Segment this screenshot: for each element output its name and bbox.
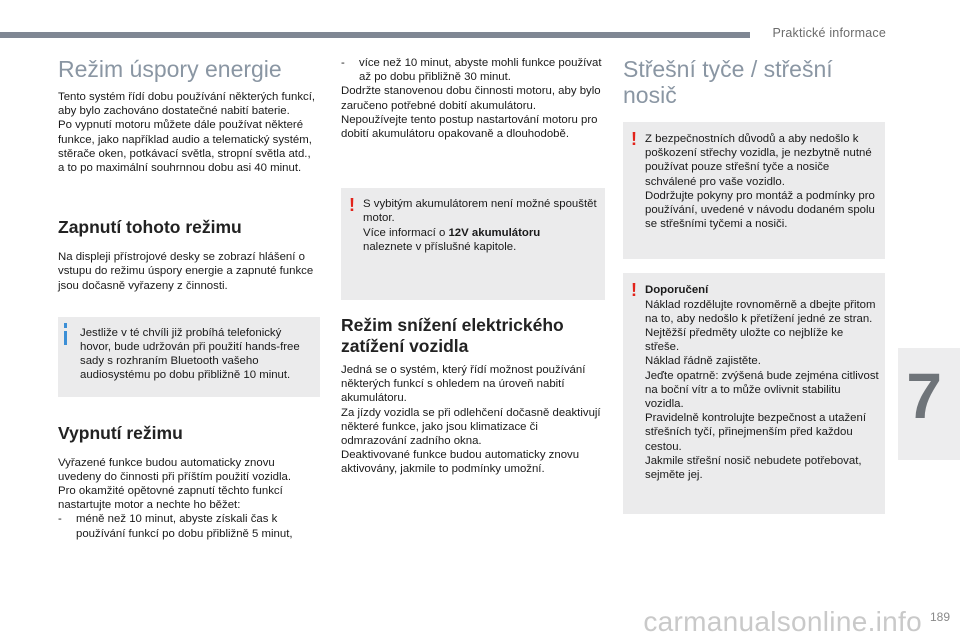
section-title: Praktické informace [772, 26, 886, 40]
roof-title: Střešní tyče / střešní nosič [623, 56, 833, 108]
warning-box-battery: ! S vybitým akumulátorem není možné spouštět motor. Více informací o 12V akumulátoru naleznete v příslušné kapitole. [341, 188, 605, 300]
heading-deactivate: Vypnutí režimu [58, 422, 183, 443]
warning-icon: ! [631, 129, 637, 149]
heading-activate: Zapnutí tohoto režimu [58, 217, 242, 238]
list-item: - více než 10 minut, abyste mohli funkce používat až po dobu přibližně 30 minut. [341, 57, 602, 84]
activate-text: Na displeji přístrojové desky se zobrazí hlášení o vstupu do režimu úspory energie a zapnuté funkce jsou dočasně vyřazeny z činnosti. [58, 251, 314, 292]
page-number: 189 [929, 610, 950, 624]
list-item: - méně než 10 minut, abyste získali čas k používání funkcí po dobu přibližně 5 minut, [58, 513, 293, 540]
warning-box-recommendation: ! Doporučení Náklad rozdělujte rovnoměrně a dbejte přitom na to, aby nedošlo k přetížení jedné ze stran. Nejtěžší předměty uložte co nejblíže ke střeše. Náklad řádně zajistěte. Jeďte opatrně: zvýšená bude zejména citlivost na boční vítr a to může ovlivnit stabilitu vozidla. Pravidelně kontrolujte bezpečnost a utažení střešních tyčí, přinejmenším před každou cestou. Jakmile střešní nosič nebudete potřebovat, sejměte jej. [623, 273, 885, 514]
warning-box-roof: ! Z bezpečnostních důvodů a aby nedošlo k poškození střechy vozidla, je nezbytně nutné používat pouze střešní tyče a nosiče schválené pro vaše vozidlo. Dodržujte pokyny pro montáž a podmínky pro používání, uvedené v návodu dodaném spolu se střešními tyčemi a nosiči. [623, 122, 885, 259]
engine-text: Dodržte stanovenou dobu činnosti motoru, aby bylo zaručeno potřebné dobití akumulátoru. Nepoužívejte tento postup nastartování motoru pro dobití akumulátoru opakovaně a dlouhodobě. [341, 85, 601, 141]
info-icon [64, 323, 67, 328]
watermark: carmanualsonline.info [643, 606, 922, 637]
load-text: Jedná se o systém, který řídí možnost používání některých funkcí s ohledem na úroveň nabití akumulátoru. Za jízdy vozidla se při odlehčení dočasně deaktivují některé funkce, jako jsou klimatizace či odmrazování zadního okna. Deaktivované funkce budou automaticky znovu aktivovány, jakmile to podmínky umožní. [341, 364, 601, 476]
info-text: Jestliže v té chvíli již probíhá telefonický hovor, bude udržován při použití hands-free sady s rozhraním Bluetooth vašeho audiosystému po dobu přibližně 10 minut. [80, 326, 300, 382]
warning-icon: ! [349, 195, 355, 216]
chapter-number: 7 [906, 360, 942, 432]
heading-load: Režim snížení elektrického zatížení vozidla [341, 315, 564, 357]
column-left [58, 56, 320, 541]
warning-icon: ! [631, 280, 637, 301]
page-title: Režim úspory energie [58, 56, 282, 82]
column-middle [341, 56, 605, 477]
column-right [623, 56, 885, 514]
info-box [58, 317, 320, 397]
intro-text: Tento systém řídí dobu používání některých funkcí, aby bylo zachováno dostatečné nabití baterie. Po vypnutí motoru můžete dále používat některé funkce, jako například audio a telematický systém, stěrače oken, potkávací světla, stropní světla atd., a to po maximální souhrnnou dobu asi 40 minut. [58, 91, 316, 175]
deactivate-text: Vyřazené funkce budou automaticky znovu uvedeny do činnosti při příštím použití vozidla. Pro okamžité opětovné zapnutí těchto funkcí nastartujte motor a nechte ho běžet: [58, 456, 291, 512]
header-bar [0, 32, 750, 38]
